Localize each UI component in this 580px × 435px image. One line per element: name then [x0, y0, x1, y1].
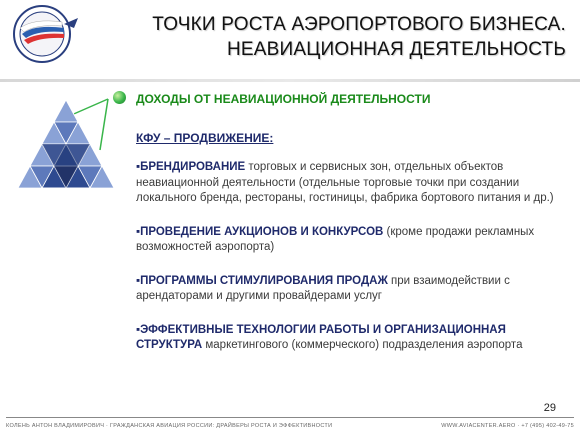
subheading: КФУ – ПРОДВИЖЕНИЕ: — [136, 131, 274, 145]
header-divider — [0, 79, 580, 82]
bullet-body: торговых и сервисных зон, отдельных объектов неавиационной деятельности (отдельные торговые точки при создании локального бренда, рестораны, гостиницы, фабрика бортового питания и др.) — [136, 161, 554, 204]
footer-contact: WWW.AVIACENTER.AERO · +7 (495) 402-49-75 — [441, 423, 574, 429]
section-heading: ДОХОДЫ ОТ НЕАВИАЦИОННОЙ ДЕЯТЕЛЬНОСТИ — [136, 92, 431, 106]
bullet-body: (кроме продажи рекламных возможностей аэропорта) — [136, 225, 535, 253]
bullet-lead: ▪ЭФФЕКТИВНЫЕ ТЕХНОЛОГИИ РАБОТЫ И ОРГАНИЗАЦИОННАЯ СТРУКТУРА — [136, 323, 506, 351]
bullet-list — [136, 160, 560, 372]
page-number: 29 — [543, 402, 556, 414]
organization-logo — [4, 4, 80, 64]
bullet-lead: ▪БРЕНДИРОВАНИЕ — [136, 161, 246, 173]
bullet-branding — [136, 160, 560, 207]
section-bullet-dot — [113, 91, 126, 104]
bullet-body: при взаимодействии с арендаторами и другими провайдерами услуг — [136, 274, 510, 302]
title-line-1: ТОЧКИ РОСТА АЭРОПОРТОВОГО БИЗНЕСА. — [152, 14, 566, 35]
title-line-2: НЕАВИАЦИОННАЯ ДЕЯТЕЛЬНОСТЬ — [226, 39, 566, 60]
bullet-lead: ▪ПРОГРАММЫ СТИМУЛИРОВАНИЯ ПРОДАЖ — [136, 274, 388, 287]
bullet-technologies — [136, 323, 560, 354]
bullet-sales-programs — [136, 274, 560, 305]
footer-author: КОЛЕНЬ АНТОН ВЛАДИМИРОВИЧ · ГРАЖДАНСКАЯ АВИАЦИЯ РОССИИ: ДРАЙВЕРЫ РОСТА И ЭФФЕКТИВНОСТИ — [6, 423, 333, 429]
pyramid-diagram — [16, 98, 116, 190]
bullet-body: маркетингового (коммерческого) подразделения аэропорта — [202, 339, 523, 351]
bullet-lead: ▪ПРОВЕДЕНИЕ АУКЦИОНОВ И КОНКУРСОВ — [136, 225, 384, 238]
page-title — [152, 12, 566, 62]
footer-divider — [6, 417, 574, 418]
bullet-auctions — [136, 225, 560, 256]
